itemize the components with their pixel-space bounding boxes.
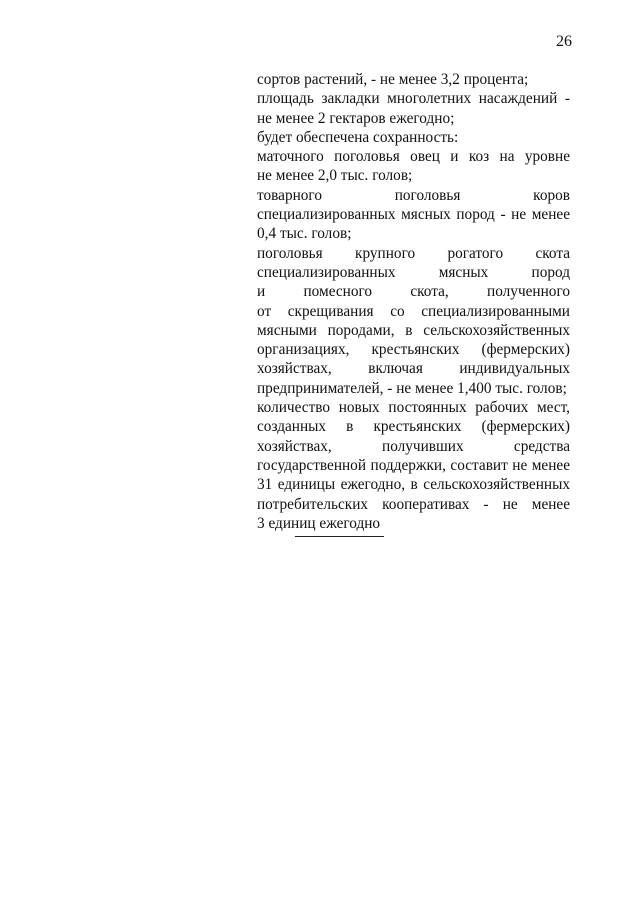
text-line: предпринимателей, - не менее 1,400 тыс. голов; <box>257 379 567 397</box>
text-line: 0,4 тыс. голов; <box>257 225 352 243</box>
text-line: государственной поддержки, составит не менее <box>257 456 570 474</box>
text-line: организациях, крестьянских (фермерских) <box>257 341 570 359</box>
text-line: специализированных мясных пород <box>257 263 570 281</box>
text-line: не менее 2,0 тыс. голов; <box>257 167 413 185</box>
text-line: потребительских кооперативах - не менее <box>257 495 570 513</box>
text-line: маточного поголовья овец и коз на уровне <box>257 148 570 166</box>
text-line: площадь закладки многолетних насаждений - <box>257 90 570 108</box>
text-line: количество новых постоянных рабочих мест, <box>257 399 570 417</box>
text-line: от скрещивания со специализированными <box>257 302 570 320</box>
end-separator-line <box>295 536 384 537</box>
text-line: и помесного скота, полученного <box>257 283 570 301</box>
text-line: не менее 2 гектаров ежегодно; <box>257 109 455 127</box>
text-line: созданных в крестьянских (фермерских) <box>257 418 570 436</box>
text-line: товарного поголовья коров <box>257 186 570 204</box>
text-line: 3 единиц ежегодно <box>257 514 381 532</box>
text-line: хозяйствах, включая индивидуальных <box>257 360 570 378</box>
page-number: 26 <box>556 33 572 50</box>
text-line: сортов растений, - не менее 3,2 процента; <box>257 71 529 88</box>
text-line: хозяйствах, получивших средства <box>257 437 570 455</box>
text-line: специализированных мясных пород - не менее <box>257 206 570 224</box>
document-body <box>257 70 570 533</box>
text-line: будет обеспечена сохранность: <box>257 128 459 146</box>
text-line: мясными породами, в сельскохозяйственных <box>257 321 570 339</box>
text-line: 31 единицы ежегодно, в сельскохозяйственных <box>257 476 570 494</box>
text-line: поголовья крупного рогатого скота <box>257 244 570 262</box>
